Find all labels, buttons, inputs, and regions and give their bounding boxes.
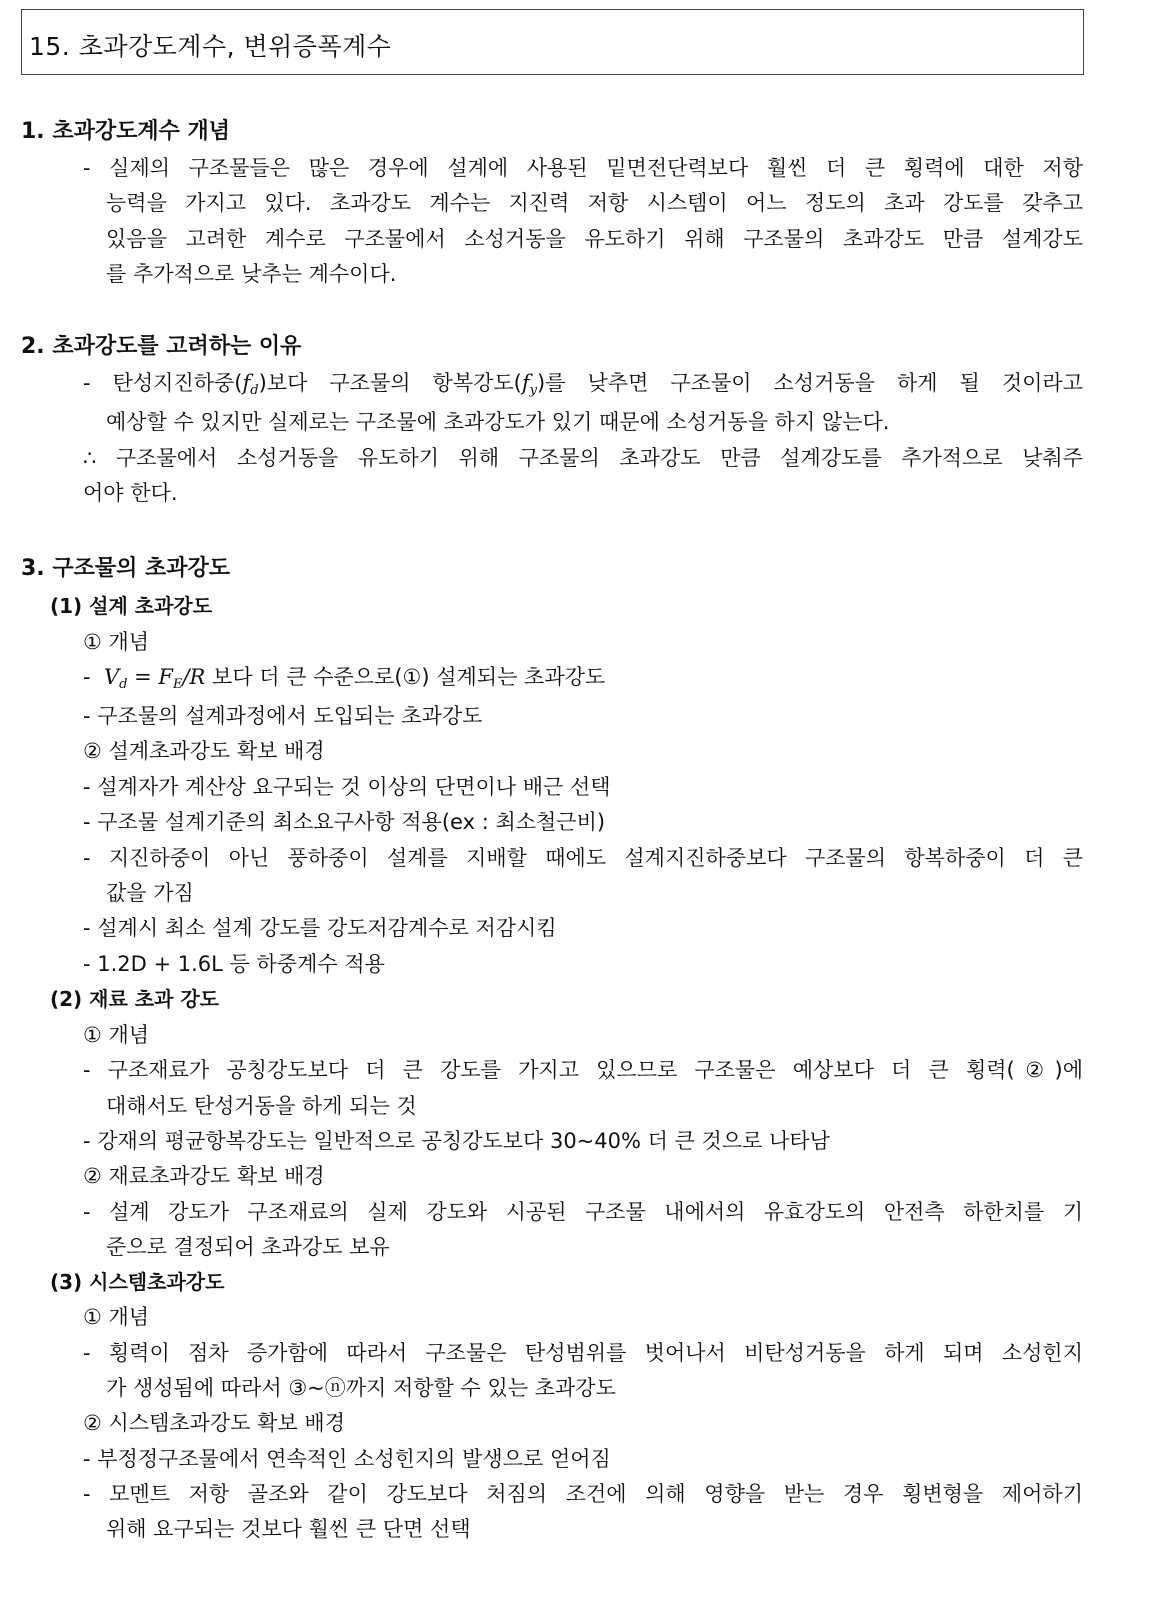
- sub1-bullet-7: - 1.2D + 1.6L 등 하중계수 적용: [83, 952, 385, 976]
- sub3-bullet-1-cont: 가 생성됨에 따라서 ③~ⓝ까지 저항할 수 있는 초과강도: [106, 1376, 616, 1400]
- sub3-marker-1: ① 개념: [83, 1305, 150, 1329]
- sub3-bullet-2: - 부정정구조물에서 연속적인 소성힌지의 발생으로 얻어짐: [83, 1447, 611, 1471]
- s2-line-4: 어야 한다.: [83, 481, 178, 505]
- s2-line-3: ∴ 구조물에서 소성거동을 유도하기 위해 구조물의 초과강도 만큼 설계강도를 추가적으로 낮춰주: [83, 446, 1083, 470]
- equation: $V_d = F_E/R$: [103, 665, 206, 692]
- sub2-bullet-2: - 강재의 평균항복강도는 일반적으로 공칭강도보다 30~40% 더 큰 것으로 나타남: [83, 1129, 830, 1153]
- s1-line-2: 능력을 가지고 있다. 초과강도 계수는 지진력 저항 시스템이 어느 정도의 초과 강도를 갖추고: [106, 191, 1083, 215]
- sub-2-heading: (2) 재료 초과 강도: [50, 987, 220, 1011]
- s1-line-3: 있음을 고려한 계수로 구조물에서 소성거동을 유도하기 위해 구조물의 초과강도 만큼 설계강도: [106, 227, 1083, 251]
- s1-line-4: 를 추가적으로 낮추는 계수이다.: [106, 262, 397, 286]
- s2-line-2: 예상할 수 있지만 실제로는 구조물에 초과강도가 있기 때문에 소성거동을 하지 않는다.: [106, 410, 890, 434]
- section-2-heading: 2. 초과강도를 고려하는 이유: [21, 334, 302, 359]
- s2-line-1: - 탄성지진하중$(f_d)$보다 구조물의 항복강도$(f_y)$를 낮추면 구조물이 소성거동을 하게 될 것이라고: [83, 371, 1083, 398]
- sub1-bullet-4: - 구조물 설계기준의 최소요구사항 적용(ex : 최소철근비): [83, 810, 606, 834]
- sub1-bullet-2: - 구조물의 설계과정에서 도입되는 초과강도: [83, 704, 483, 728]
- sub-3-heading: (3) 시스템초과강도: [50, 1270, 225, 1294]
- sub2-bullet-3: - 설계 강도가 구조재료의 실제 강도와 시공된 구조물 내에서의 유효강도의 안전측 하한치를 기: [83, 1200, 1083, 1224]
- sub1-bullet-6: - 설계시 최소 설계 강도를 강도저감계수로 저감시킴: [83, 916, 557, 940]
- sub1-bullet-3: - 설계자가 계산상 요구되는 것 이상의 단면이나 배근 선택: [83, 775, 611, 799]
- title-box: [21, 9, 1084, 75]
- sub3-bullet-1: - 횡력이 점차 증가함에 따라서 구조물은 탄성범위를 벗어나서 비탄성거동을 하게 되며 소성힌지: [83, 1341, 1083, 1365]
- sub1-marker-2: ② 설계초과강도 확보 배경: [83, 739, 325, 763]
- sub2-marker-1: ① 개념: [83, 1023, 150, 1047]
- sub2-bullet-3-cont: 준으로 결정되어 초과강도 보유: [106, 1235, 390, 1259]
- sub1-bullet-5: - 지진하중이 아닌 풍하중이 설계를 지배할 때에도 설계지진하중보다 구조물의 항복하중이 더 큰: [83, 846, 1083, 870]
- sub2-bullet-1: - 구조재료가 공칭강도보다 더 큰 강도를 가지고 있으므로 구조물은 예상보다 더 큰 횡력(②)에: [83, 1058, 1083, 1082]
- section-3-heading: 3. 구조물의 초과강도: [21, 556, 230, 581]
- sub2-bullet-1-cont: 대해서도 탄성거동을 하게 되는 것: [106, 1094, 417, 1118]
- sub1-equation-line: - $V_d = F_E/R$ 보다 더 큰 수준으로(①) 설계되는 초과강도: [83, 665, 606, 692]
- sub3-marker-2: ② 시스템초과강도 확보 배경: [83, 1411, 345, 1435]
- sub1-marker-1: ① 개념: [83, 630, 150, 654]
- sub3-bullet-3-cont: 위해 요구되는 것보다 훨씬 큰 단면 선택: [106, 1517, 471, 1541]
- sub-1-heading: (1) 설계 초과강도: [50, 594, 213, 618]
- s1-line-1: - 실제의 구조물들은 많은 경우에 설계에 사용된 밑면전단력보다 훨씬 더 큰 횡력에 대한 저항: [83, 156, 1083, 180]
- sub2-marker-2: ② 재료초과강도 확보 배경: [83, 1164, 325, 1188]
- section-1-heading: 1. 초과강도계수 개념: [21, 119, 230, 144]
- sub1-bullet-5-cont: 값을 가짐: [106, 881, 194, 905]
- sub3-bullet-3: - 모멘트 저항 골조와 같이 강도보다 처짐의 조건에 의해 영향을 받는 경우 횡변형을 제어하기: [83, 1482, 1083, 1506]
- page-title: 15. 초과강도계수, 변위증폭계수: [29, 32, 392, 61]
